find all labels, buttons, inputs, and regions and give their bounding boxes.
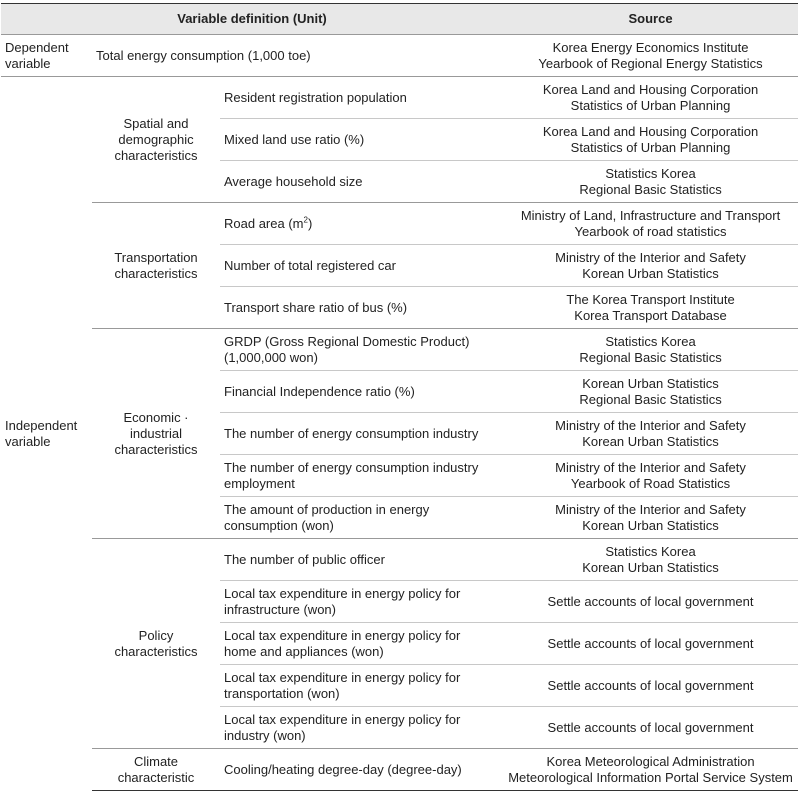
variable-line: The number of public officer	[224, 551, 385, 567]
variable-cell	[220, 413, 503, 455]
source-cell	[503, 413, 798, 455]
source-cell	[503, 287, 798, 329]
variable-line: (1,000,000 won)	[224, 349, 318, 365]
source-cell	[503, 497, 798, 539]
source-line: Statistics of Urban Planning	[570, 97, 731, 113]
variable-line: consumption (won)	[224, 517, 334, 533]
dependent-label-line: Dependent	[5, 39, 69, 55]
source-line: Meteorological Information Portal Service System	[508, 769, 793, 785]
source-line: Korea Transport Database	[574, 307, 727, 323]
independent-label-line: Independent	[5, 417, 78, 433]
source-line: Statistics Korea	[605, 165, 696, 181]
variable-line: Road area (m	[224, 215, 304, 231]
source-cell	[503, 161, 798, 203]
group-name-line: characteristics	[114, 643, 198, 659]
source-line: Statistics Korea	[605, 333, 696, 349]
source-line: Korea Land and Housing Corporation	[542, 81, 759, 97]
variable-cell	[220, 455, 503, 497]
source-line: Statistics Korea	[605, 543, 696, 559]
source-line: Yearbook of Road Statistics	[570, 475, 731, 491]
variable-cell	[220, 161, 503, 203]
independent-label-line: variable	[5, 433, 51, 449]
table-row	[1, 539, 798, 581]
variable-line: Mixed land use ratio (%)	[224, 131, 365, 147]
group-name-line: industrial	[129, 425, 183, 441]
source-cell	[503, 329, 798, 371]
variable-line: Local tax expenditure in energy policy for	[224, 669, 461, 685]
variable-cell	[220, 77, 503, 119]
variable-line: Local tax expenditure in energy policy for	[224, 585, 461, 601]
group-name	[92, 539, 220, 749]
source-cell	[503, 119, 798, 161]
source-line: Korean Urban Statistics	[582, 559, 719, 575]
group-name-line: demographic	[118, 131, 194, 147]
variable-line: The number of energy consumption industry	[224, 425, 479, 441]
variable-line: home and appliances (won)	[224, 643, 384, 659]
independent-label	[1, 77, 92, 791]
variable-cell	[220, 203, 503, 245]
group-name-line: Spatial and	[123, 115, 189, 131]
group-name-line: characteristics	[114, 147, 198, 163]
source-line: Korean Urban Statistics	[582, 265, 719, 281]
variable-line: Number of total registered car	[224, 257, 396, 273]
source-line: Settle accounts of local government	[547, 677, 754, 693]
group-name-line: Policy	[138, 627, 174, 643]
source-line: Settle accounts of local government	[547, 593, 754, 609]
table-row	[1, 329, 798, 371]
variable-line: Local tax expenditure in energy policy for	[224, 711, 461, 727]
group-name-line: Economic ·	[123, 409, 189, 425]
variable-line: Average household size	[224, 173, 363, 189]
group-name	[92, 749, 220, 791]
variable-cell	[220, 749, 503, 791]
variable-cell	[220, 581, 503, 623]
variable-line: Cooling/heating degree-day (degree-day)	[224, 761, 462, 777]
table-row	[1, 203, 798, 245]
group-name	[92, 77, 220, 203]
source-line: Ministry of the Interior and Safety	[555, 249, 746, 265]
variable-line: The amount of production in energy	[224, 501, 430, 517]
dependent-label-line: variable	[5, 55, 51, 71]
variable-cell	[220, 329, 503, 371]
source-line: Korean Urban Statistics	[582, 433, 719, 449]
dependent-definition: Total energy consumption (1,000 toe)	[92, 35, 503, 77]
variable-line: employment	[224, 475, 295, 491]
source-cell	[503, 245, 798, 287]
variable-line: GRDP (Gross Regional Domestic Product)	[224, 333, 470, 349]
source-line: Regional Basic Statistics	[579, 391, 722, 407]
source-line: Settle accounts of local government	[547, 719, 754, 735]
unit-superscript: 2	[303, 215, 308, 225]
group-name-line: characteristics	[114, 441, 198, 457]
dependent-source	[503, 35, 798, 77]
dependent-source-line: Yearbook of Regional Energy Statistics	[538, 55, 763, 71]
table-row	[1, 77, 798, 119]
dependent-row	[1, 35, 798, 77]
dependent-source-line: Korea Energy Economics Institute	[552, 39, 749, 55]
source-line: Statistics of Urban Planning	[570, 139, 731, 155]
variable-cell	[220, 665, 503, 707]
source-line: Korean Urban Statistics	[582, 517, 719, 533]
dependent-label	[1, 35, 92, 77]
source-line: Ministry of the Interior and Safety	[555, 417, 746, 433]
source-line: Settle accounts of local government	[547, 635, 754, 651]
source-cell	[503, 455, 798, 497]
source-line: Korean Urban Statistics	[582, 375, 719, 391]
header-definition: Variable definition (Unit)	[1, 4, 503, 35]
source-cell	[503, 665, 798, 707]
group-name-line: characteristics	[114, 265, 198, 281]
source-line: Ministry of the Interior and Safety	[555, 459, 746, 475]
variable-cell	[220, 371, 503, 413]
source-line: Yearbook of road statistics	[574, 223, 727, 239]
variable-line: industry (won)	[224, 727, 306, 743]
source-cell	[503, 707, 798, 749]
source-cell	[503, 539, 798, 581]
variable-line: Resident registration population	[224, 89, 407, 105]
variable-cell	[220, 623, 503, 665]
variable-cell	[220, 497, 503, 539]
variable-cell	[220, 245, 503, 287]
source-cell	[503, 77, 798, 119]
variable-cell	[220, 539, 503, 581]
variable-line: infrastructure (won)	[224, 601, 336, 617]
variable-line: Local tax expenditure in energy policy for	[224, 627, 461, 643]
variable-line: transportation (won)	[224, 685, 340, 701]
source-line: Korea Land and Housing Corporation	[542, 123, 759, 139]
variable-line: Transport share ratio of bus (%)	[224, 299, 408, 315]
source-cell	[503, 581, 798, 623]
table-header	[1, 4, 798, 35]
variable-table	[1, 3, 798, 791]
source-line: The Korea Transport Institute	[566, 291, 735, 307]
table-row	[1, 749, 798, 791]
group-name	[92, 329, 220, 539]
source-cell	[503, 203, 798, 245]
source-cell	[503, 749, 798, 791]
source-line: Ministry of the Interior and Safety	[555, 501, 746, 517]
variable-cell	[220, 287, 503, 329]
source-line: Ministry of Land, Infrastructure and Transport	[520, 207, 781, 223]
variable-cell	[220, 707, 503, 749]
variable-tail: )	[307, 215, 313, 231]
group-name	[92, 203, 220, 329]
group-name-line: Transportation	[114, 249, 198, 265]
source-line: Korea Meteorological Administration	[546, 753, 755, 769]
header-source: Source	[503, 4, 798, 35]
source-cell	[503, 623, 798, 665]
table-body	[1, 35, 798, 791]
source-cell	[503, 371, 798, 413]
source-line: Regional Basic Statistics	[579, 349, 722, 365]
group-name-line: characteristic	[117, 769, 195, 785]
variable-line: Financial Independence ratio (%)	[224, 383, 415, 399]
variable-line: The number of energy consumption industry	[224, 459, 479, 475]
variable-cell	[220, 119, 503, 161]
group-name-line: Climate	[133, 753, 179, 769]
source-line: Regional Basic Statistics	[579, 181, 722, 197]
